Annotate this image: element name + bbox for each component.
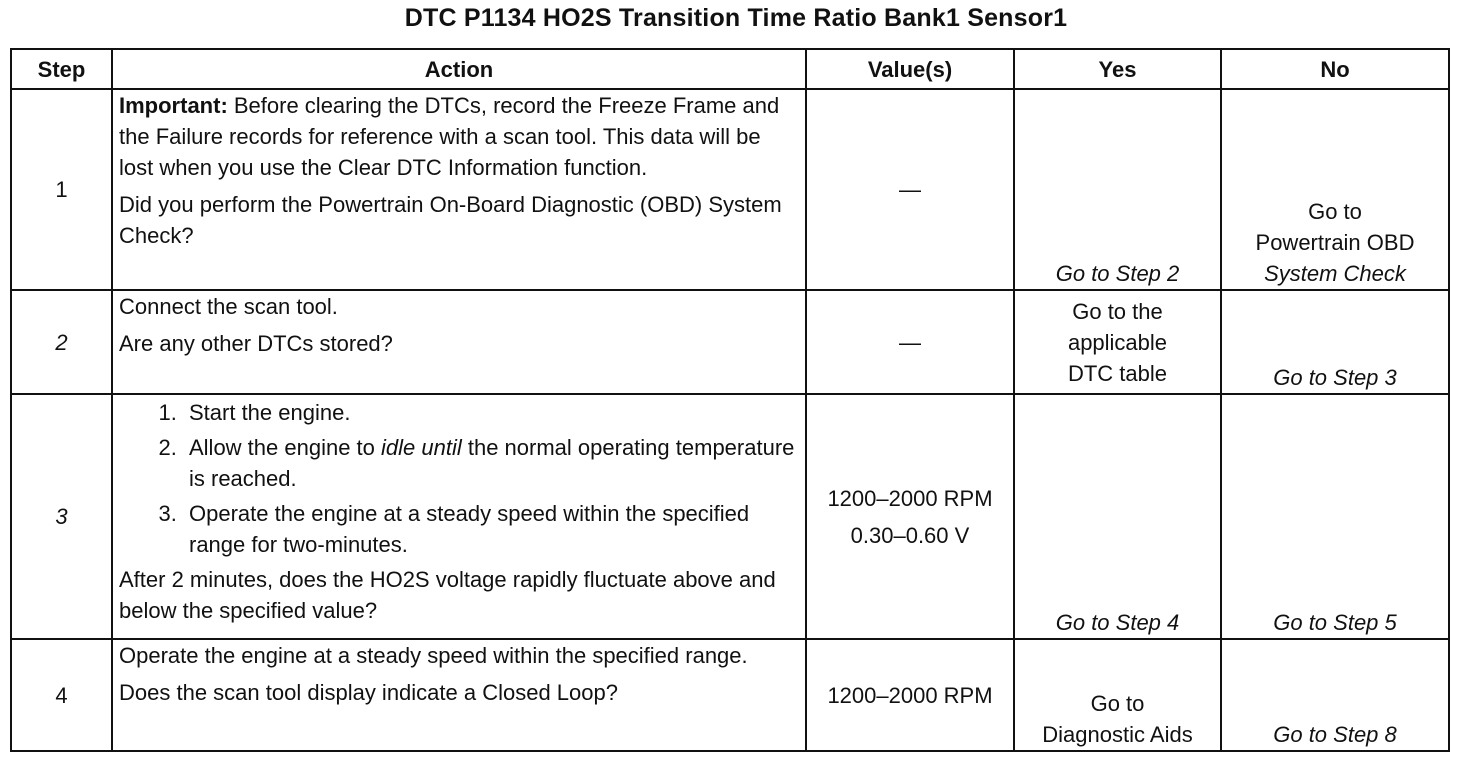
procedure-emphasis: idle until <box>381 435 462 460</box>
no-link-line: Powertrain OBD <box>1255 230 1415 255</box>
header-no: No <box>1221 49 1449 89</box>
action-question: After 2 minutes, does the HO2S voltage rapidly fluctuate above and below the specified value? <box>119 567 776 623</box>
procedure-item <box>183 432 799 494</box>
step-number: 3 <box>11 394 112 639</box>
action-cell <box>112 290 806 394</box>
diagnostic-table <box>10 48 1450 752</box>
table-row <box>11 639 1449 751</box>
step-number: 4 <box>11 639 112 751</box>
important-text: Before clearing the DTCs, record the Freeze Frame and the Failure records for reference with a scan tool. This data will be lost when you use the Clear DTC Information function. <box>119 93 780 180</box>
procedure-item: 3. Operate the engine at a steady speed within the specified range for two-minutes. <box>183 498 799 560</box>
action-cell <box>112 639 806 751</box>
table-row <box>11 290 1449 394</box>
yes-link-line: Go to <box>1090 691 1145 716</box>
yes-link[interactable] <box>1014 290 1221 394</box>
no-link[interactable] <box>1221 89 1449 290</box>
value-cell: — <box>806 89 1014 290</box>
value-cell <box>806 394 1014 639</box>
header-value: Value(s) <box>806 49 1014 89</box>
procedure-text: the normal operating temperature is reached. <box>189 435 795 491</box>
no-link[interactable]: Go to Step 8 <box>1221 639 1449 751</box>
yes-link[interactable] <box>1014 639 1221 751</box>
step-number: 2 <box>11 290 112 394</box>
yes-link-line: DTC table <box>1067 360 1168 386</box>
procedure-text: Allow the engine to <box>189 435 382 460</box>
action-instruction: Operate the engine at a steady speed within the specified range. <box>119 643 748 668</box>
no-link-line: System Check <box>1264 261 1406 286</box>
page-title: DTC P1134 HO2S Transition Time Ratio Bank1 Sensor1 <box>404 4 1068 32</box>
value-line: 1200–2000 RPM <box>827 485 993 511</box>
header-yes: Yes <box>1014 49 1221 89</box>
no-link-line: Go to <box>1308 199 1362 224</box>
procedure-list <box>119 397 799 560</box>
procedure-item: 1. Start the engine. <box>183 397 799 428</box>
yes-link-line: applicable <box>1067 329 1168 355</box>
value-line: 0.30–0.60 V <box>850 522 970 548</box>
table-row <box>11 89 1449 290</box>
header-step: Step <box>11 49 112 89</box>
header-action: Action <box>112 49 806 89</box>
action-cell <box>112 89 806 290</box>
yes-link[interactable]: Go to Step 2 <box>1014 89 1221 290</box>
action-question: Are any other DTCs stored? <box>119 331 393 356</box>
action-cell <box>112 394 806 639</box>
action-instruction: Connect the scan tool. <box>119 294 338 319</box>
yes-link-line: Diagnostic Aids <box>1042 722 1193 747</box>
value-cell: 1200–2000 RPM <box>806 639 1014 751</box>
header-row <box>11 49 1449 89</box>
step-number: 1 <box>11 89 112 290</box>
no-link[interactable]: Go to Step 3 <box>1221 290 1449 394</box>
yes-link-line: Go to the <box>1072 298 1163 324</box>
action-question: Does the scan tool display indicate a Closed Loop? <box>119 680 618 705</box>
yes-link[interactable]: Go to Step 4 <box>1014 394 1221 639</box>
table-row <box>11 394 1449 639</box>
value-cell: — <box>806 290 1014 394</box>
action-question: Did you perform the Powertrain On-Board Diagnostic (OBD) System Check? <box>119 192 782 248</box>
important-label: Important: <box>119 93 228 118</box>
no-link[interactable]: Go to Step 5 <box>1221 394 1449 639</box>
important-note <box>119 90 799 183</box>
